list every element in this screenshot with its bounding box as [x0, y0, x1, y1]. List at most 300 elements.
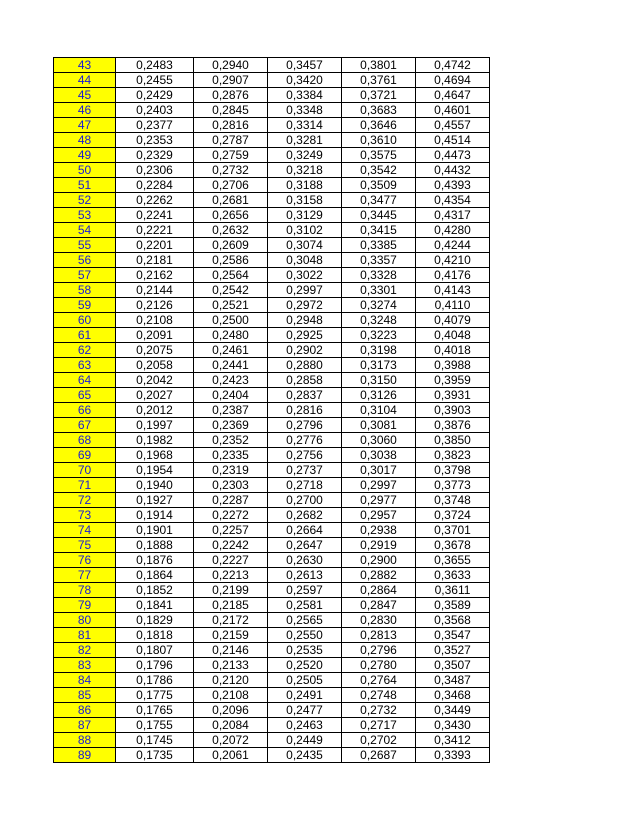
value-cell: 0,2796 [342, 643, 416, 658]
value-cell: 0,2609 [194, 238, 268, 253]
table-row [54, 748, 490, 763]
value-cell: 0,2902 [268, 343, 342, 358]
value-cell: 0,2012 [116, 403, 194, 418]
value-cell: 0,3477 [342, 193, 416, 208]
table-row [54, 388, 490, 403]
value-cell: 0,3328 [342, 268, 416, 283]
value-cell: 0,2948 [268, 313, 342, 328]
value-cell: 0,3457 [268, 58, 342, 73]
value-cell: 0,2491 [268, 688, 342, 703]
table-row [54, 478, 490, 493]
row-index-cell: 67 [54, 418, 116, 433]
value-cell: 0,2306 [116, 163, 194, 178]
value-cell: 0,4354 [416, 193, 490, 208]
value-cell: 0,3931 [416, 388, 490, 403]
row-index-cell: 80 [54, 613, 116, 628]
table-row [54, 343, 490, 358]
row-index-cell: 71 [54, 478, 116, 493]
value-cell: 0,2058 [116, 358, 194, 373]
table-row [54, 163, 490, 178]
value-cell: 0,1755 [116, 718, 194, 733]
table-row [54, 613, 490, 628]
value-cell: 0,2146 [194, 643, 268, 658]
value-cell: 0,2776 [268, 433, 342, 448]
value-cell: 0,2377 [116, 118, 194, 133]
value-cell: 0,2586 [194, 253, 268, 268]
value-cell: 0,3589 [416, 598, 490, 613]
value-cell: 0,1954 [116, 463, 194, 478]
value-cell: 0,2463 [268, 718, 342, 733]
row-index-cell: 69 [54, 448, 116, 463]
value-cell: 0,1968 [116, 448, 194, 463]
value-cell: 0,1796 [116, 658, 194, 673]
table-row [54, 358, 490, 373]
value-cell: 0,2882 [342, 568, 416, 583]
row-index-cell: 45 [54, 88, 116, 103]
value-cell: 0,2845 [194, 103, 268, 118]
value-cell: 0,2864 [342, 583, 416, 598]
value-cell: 0,2480 [194, 328, 268, 343]
value-cell: 0,3248 [342, 313, 416, 328]
value-cell: 0,3801 [342, 58, 416, 73]
value-cell: 0,2682 [268, 508, 342, 523]
value-cell: 0,2581 [268, 598, 342, 613]
row-index-cell: 87 [54, 718, 116, 733]
value-cell: 0,1786 [116, 673, 194, 688]
value-cell: 0,4048 [416, 328, 490, 343]
value-cell: 0,3104 [342, 403, 416, 418]
value-cell: 0,2227 [194, 553, 268, 568]
row-index-cell: 83 [54, 658, 116, 673]
value-cell: 0,2387 [194, 403, 268, 418]
value-cell: 0,3724 [416, 508, 490, 523]
value-cell: 0,3542 [342, 163, 416, 178]
value-cell: 0,2096 [194, 703, 268, 718]
value-cell: 0,3430 [416, 718, 490, 733]
row-index-cell: 56 [54, 253, 116, 268]
value-cell: 0,2630 [268, 553, 342, 568]
value-cell: 0,3348 [268, 103, 342, 118]
value-cell: 0,3126 [342, 388, 416, 403]
value-cell: 0,2329 [116, 148, 194, 163]
value-cell: 0,4473 [416, 148, 490, 163]
value-cell: 0,4079 [416, 313, 490, 328]
value-cell: 0,2027 [116, 388, 194, 403]
value-cell: 0,2352 [194, 433, 268, 448]
row-index-cell: 55 [54, 238, 116, 253]
value-cell: 0,3903 [416, 403, 490, 418]
value-cell: 0,2737 [268, 463, 342, 478]
value-cell: 0,1901 [116, 523, 194, 538]
table-row [54, 103, 490, 118]
value-cell: 0,4176 [416, 268, 490, 283]
table-row [54, 403, 490, 418]
value-cell: 0,3038 [342, 448, 416, 463]
value-cell: 0,4317 [416, 208, 490, 223]
value-cell: 0,2780 [342, 658, 416, 673]
value-cell: 0,2403 [116, 103, 194, 118]
value-cell: 0,2353 [116, 133, 194, 148]
value-cell: 0,2126 [116, 298, 194, 313]
value-cell: 0,2706 [194, 178, 268, 193]
value-cell: 0,2880 [268, 358, 342, 373]
table-row [54, 313, 490, 328]
value-cell: 0,2521 [194, 298, 268, 313]
value-cell: 0,2900 [342, 553, 416, 568]
row-index-cell: 77 [54, 568, 116, 583]
value-cell: 0,1888 [116, 538, 194, 553]
table-row [54, 268, 490, 283]
value-cell: 0,4244 [416, 238, 490, 253]
value-cell: 0,3415 [342, 223, 416, 238]
table-row [54, 208, 490, 223]
row-index-cell: 84 [54, 673, 116, 688]
row-index-cell: 52 [54, 193, 116, 208]
value-cell: 0,3158 [268, 193, 342, 208]
table-row [54, 538, 490, 553]
value-cell: 0,3074 [268, 238, 342, 253]
value-cell: 0,2938 [342, 523, 416, 538]
table-row [54, 688, 490, 703]
row-index-cell: 73 [54, 508, 116, 523]
value-cell: 0,3420 [268, 73, 342, 88]
table-row [54, 448, 490, 463]
row-index-cell: 78 [54, 583, 116, 598]
value-cell: 0,2664 [268, 523, 342, 538]
value-cell: 0,2199 [194, 583, 268, 598]
value-cell: 0,1914 [116, 508, 194, 523]
row-index-cell: 49 [54, 148, 116, 163]
row-index-cell: 86 [54, 703, 116, 718]
value-cell: 0,1997 [116, 418, 194, 433]
value-cell: 0,3798 [416, 463, 490, 478]
table-row [54, 133, 490, 148]
value-cell: 0,2632 [194, 223, 268, 238]
table-row [54, 718, 490, 733]
value-cell: 0,2108 [194, 688, 268, 703]
value-cell: 0,2483 [116, 58, 194, 73]
value-cell: 0,2221 [116, 223, 194, 238]
value-cell: 0,1829 [116, 613, 194, 628]
value-cell: 0,2061 [194, 748, 268, 763]
value-cell: 0,2369 [194, 418, 268, 433]
value-cell: 0,3959 [416, 373, 490, 388]
value-cell: 0,2907 [194, 73, 268, 88]
row-index-cell: 59 [54, 298, 116, 313]
value-cell: 0,2957 [342, 508, 416, 523]
value-cell: 0,2700 [268, 493, 342, 508]
value-cell: 0,3748 [416, 493, 490, 508]
value-cell: 0,2120 [194, 673, 268, 688]
value-cell: 0,2335 [194, 448, 268, 463]
value-cell: 0,2181 [116, 253, 194, 268]
value-cell: 0,2075 [116, 343, 194, 358]
row-index-cell: 79 [54, 598, 116, 613]
value-cell: 0,2764 [342, 673, 416, 688]
table-row [54, 148, 490, 163]
value-cell: 0,2919 [342, 538, 416, 553]
value-cell: 0,2687 [342, 748, 416, 763]
value-cell: 0,3721 [342, 88, 416, 103]
value-cell: 0,2972 [268, 298, 342, 313]
table-row [54, 418, 490, 433]
value-cell: 0,2564 [194, 268, 268, 283]
value-cell: 0,2647 [268, 538, 342, 553]
value-cell: 0,1852 [116, 583, 194, 598]
value-cell: 0,2759 [194, 148, 268, 163]
value-cell: 0,2477 [268, 703, 342, 718]
value-cell: 0,3678 [416, 538, 490, 553]
value-cell: 0,2876 [194, 88, 268, 103]
value-cell: 0,4143 [416, 283, 490, 298]
value-cell: 0,4557 [416, 118, 490, 133]
value-cell: 0,4742 [416, 58, 490, 73]
value-cell: 0,1807 [116, 643, 194, 658]
value-cell: 0,2830 [342, 613, 416, 628]
value-cell: 0,2756 [268, 448, 342, 463]
value-cell: 0,2796 [268, 418, 342, 433]
row-index-cell: 64 [54, 373, 116, 388]
value-cell: 0,3048 [268, 253, 342, 268]
value-cell: 0,2565 [268, 613, 342, 628]
value-cell: 0,1864 [116, 568, 194, 583]
value-cell: 0,2455 [116, 73, 194, 88]
value-cell: 0,2133 [194, 658, 268, 673]
value-cell: 0,2242 [194, 538, 268, 553]
data-table-body [54, 58, 490, 763]
value-cell: 0,2997 [268, 283, 342, 298]
value-cell: 0,3385 [342, 238, 416, 253]
value-cell: 0,2213 [194, 568, 268, 583]
value-cell: 0,3357 [342, 253, 416, 268]
value-cell: 0,4018 [416, 343, 490, 358]
table-row [54, 673, 490, 688]
row-index-cell: 65 [54, 388, 116, 403]
value-cell: 0,3173 [342, 358, 416, 373]
value-cell: 0,2813 [342, 628, 416, 643]
value-cell: 0,3081 [342, 418, 416, 433]
table-row [54, 658, 490, 673]
value-cell: 0,2241 [116, 208, 194, 223]
table-row [54, 463, 490, 478]
row-index-cell: 68 [54, 433, 116, 448]
row-index-cell: 76 [54, 553, 116, 568]
value-cell: 0,2084 [194, 718, 268, 733]
value-cell: 0,4210 [416, 253, 490, 268]
table-row [54, 628, 490, 643]
value-cell: 0,4601 [416, 103, 490, 118]
row-index-cell: 46 [54, 103, 116, 118]
value-cell: 0,3412 [416, 733, 490, 748]
table-row [54, 298, 490, 313]
value-cell: 0,2042 [116, 373, 194, 388]
table-row [54, 283, 490, 298]
table-row [54, 703, 490, 718]
value-cell: 0,1927 [116, 493, 194, 508]
value-cell: 0,3102 [268, 223, 342, 238]
value-cell: 0,2787 [194, 133, 268, 148]
value-cell: 0,4280 [416, 223, 490, 238]
value-cell: 0,2319 [194, 463, 268, 478]
row-index-cell: 58 [54, 283, 116, 298]
row-index-cell: 70 [54, 463, 116, 478]
value-cell: 0,2718 [268, 478, 342, 493]
table-row [54, 118, 490, 133]
value-cell: 0,2681 [194, 193, 268, 208]
row-index-cell: 62 [54, 343, 116, 358]
value-cell: 0,3274 [342, 298, 416, 313]
value-cell: 0,3773 [416, 478, 490, 493]
value-cell: 0,2816 [268, 403, 342, 418]
value-cell: 0,3876 [416, 418, 490, 433]
value-cell: 0,1982 [116, 433, 194, 448]
row-index-cell: 82 [54, 643, 116, 658]
value-cell: 0,2172 [194, 613, 268, 628]
table-row [54, 643, 490, 658]
value-cell: 0,2732 [342, 703, 416, 718]
value-cell: 0,3547 [416, 628, 490, 643]
row-index-cell: 75 [54, 538, 116, 553]
value-cell: 0,2597 [268, 583, 342, 598]
table-row [54, 238, 490, 253]
value-cell: 0,2072 [194, 733, 268, 748]
value-cell: 0,3611 [416, 583, 490, 598]
table-row [54, 598, 490, 613]
value-cell: 0,3384 [268, 88, 342, 103]
row-index-cell: 74 [54, 523, 116, 538]
value-cell: 0,1735 [116, 748, 194, 763]
value-cell: 0,2441 [194, 358, 268, 373]
table-row [54, 583, 490, 598]
value-cell: 0,1876 [116, 553, 194, 568]
value-cell: 0,2257 [194, 523, 268, 538]
table-row [54, 58, 490, 73]
value-cell: 0,3301 [342, 283, 416, 298]
value-cell: 0,3022 [268, 268, 342, 283]
value-cell: 0,3249 [268, 148, 342, 163]
value-cell: 0,3445 [342, 208, 416, 223]
value-cell: 0,3393 [416, 748, 490, 763]
row-index-cell: 43 [54, 58, 116, 73]
value-cell: 0,2159 [194, 628, 268, 643]
value-cell: 0,2732 [194, 163, 268, 178]
value-cell: 0,2535 [268, 643, 342, 658]
row-index-cell: 54 [54, 223, 116, 238]
value-cell: 0,4432 [416, 163, 490, 178]
value-cell: 0,2977 [342, 493, 416, 508]
value-cell: 0,3188 [268, 178, 342, 193]
value-cell: 0,3218 [268, 163, 342, 178]
value-cell: 0,3575 [342, 148, 416, 163]
row-index-cell: 63 [54, 358, 116, 373]
value-cell: 0,2404 [194, 388, 268, 403]
row-index-cell: 60 [54, 313, 116, 328]
value-cell: 0,2144 [116, 283, 194, 298]
row-index-cell: 66 [54, 403, 116, 418]
value-cell: 0,1745 [116, 733, 194, 748]
value-cell: 0,4514 [416, 133, 490, 148]
value-cell: 0,3633 [416, 568, 490, 583]
row-index-cell: 72 [54, 493, 116, 508]
value-cell: 0,2162 [116, 268, 194, 283]
table-row [54, 508, 490, 523]
value-cell: 0,3507 [416, 658, 490, 673]
row-index-cell: 89 [54, 748, 116, 763]
row-index-cell: 48 [54, 133, 116, 148]
value-cell: 0,2837 [268, 388, 342, 403]
value-cell: 0,3449 [416, 703, 490, 718]
table-row [54, 733, 490, 748]
value-cell: 0,2656 [194, 208, 268, 223]
row-index-cell: 81 [54, 628, 116, 643]
value-cell: 0,3223 [342, 328, 416, 343]
table-row [54, 88, 490, 103]
value-cell: 0,2287 [194, 493, 268, 508]
value-cell: 0,3850 [416, 433, 490, 448]
value-cell: 0,2185 [194, 598, 268, 613]
value-cell: 0,2303 [194, 478, 268, 493]
table-row [54, 493, 490, 508]
value-cell: 0,2940 [194, 58, 268, 73]
value-cell: 0,1765 [116, 703, 194, 718]
value-cell: 0,3468 [416, 688, 490, 703]
row-index-cell: 51 [54, 178, 116, 193]
value-cell: 0,2423 [194, 373, 268, 388]
value-cell: 0,3646 [342, 118, 416, 133]
value-cell: 0,1775 [116, 688, 194, 703]
row-index-cell: 88 [54, 733, 116, 748]
value-cell: 0,3701 [416, 523, 490, 538]
value-cell: 0,2858 [268, 373, 342, 388]
table-row [54, 193, 490, 208]
table-row [54, 568, 490, 583]
value-cell: 0,2847 [342, 598, 416, 613]
value-cell: 0,3198 [342, 343, 416, 358]
value-cell: 0,2091 [116, 328, 194, 343]
value-cell: 0,3610 [342, 133, 416, 148]
row-index-cell: 57 [54, 268, 116, 283]
table-row [54, 328, 490, 343]
value-cell: 0,2262 [116, 193, 194, 208]
value-cell: 0,3487 [416, 673, 490, 688]
value-cell: 0,2435 [268, 748, 342, 763]
value-cell: 0,3568 [416, 613, 490, 628]
value-cell: 0,2429 [116, 88, 194, 103]
value-cell: 0,2542 [194, 283, 268, 298]
value-cell: 0,2108 [116, 313, 194, 328]
data-table [53, 57, 490, 763]
table-row [54, 223, 490, 238]
value-cell: 0,2272 [194, 508, 268, 523]
value-cell: 0,1841 [116, 598, 194, 613]
table-row [54, 253, 490, 268]
value-cell: 0,3527 [416, 643, 490, 658]
table-row [54, 553, 490, 568]
value-cell: 0,3314 [268, 118, 342, 133]
value-cell: 0,2505 [268, 673, 342, 688]
value-cell: 0,1818 [116, 628, 194, 643]
value-cell: 0,3823 [416, 448, 490, 463]
value-cell: 0,3761 [342, 73, 416, 88]
value-cell: 0,4110 [416, 298, 490, 313]
row-index-cell: 47 [54, 118, 116, 133]
row-index-cell: 50 [54, 163, 116, 178]
value-cell: 0,2816 [194, 118, 268, 133]
value-cell: 0,3281 [268, 133, 342, 148]
value-cell: 0,3655 [416, 553, 490, 568]
value-cell: 0,2284 [116, 178, 194, 193]
table-row [54, 433, 490, 448]
